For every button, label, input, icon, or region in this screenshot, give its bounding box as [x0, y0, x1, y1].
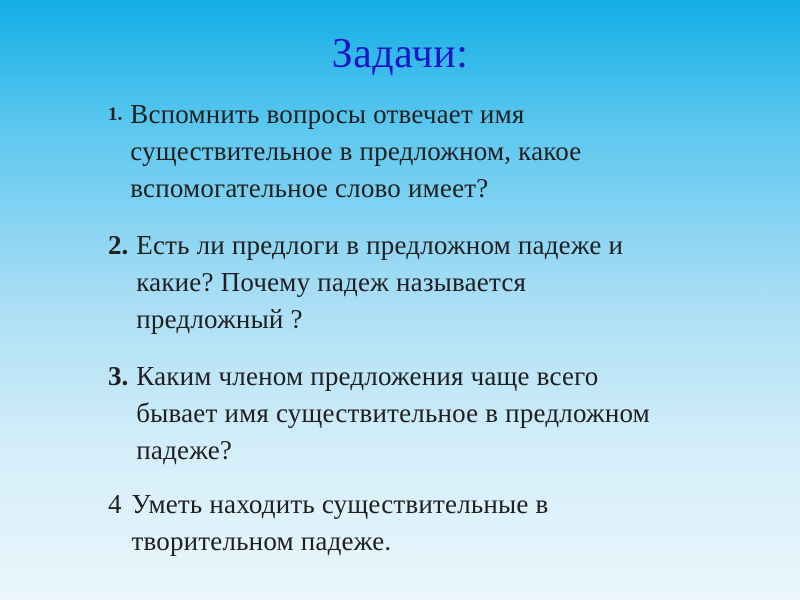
task-text	[130, 96, 748, 207]
task-line: Есть ли предлоги в предложном падеже и	[136, 230, 624, 260]
task-number: 4	[108, 489, 122, 519]
task-line: существительное в предложном, какое	[130, 136, 582, 166]
task-text	[132, 486, 749, 560]
task-line: падеже?	[136, 435, 233, 465]
task-number: 3.	[108, 361, 129, 391]
task-line: вспомогательное слово имеет?	[130, 173, 489, 203]
task-item-2	[108, 227, 748, 338]
task-item-3	[108, 358, 748, 469]
task-line: бывает имя существительное в предложном	[136, 398, 650, 428]
slide-title: Задачи:	[331, 31, 469, 77]
task-number: 2.	[108, 230, 129, 260]
task-line: Вспомнить вопросы отвечает имя	[130, 99, 525, 129]
task-line: какие? Почему падеж называется	[136, 267, 527, 297]
task-number: 1.	[108, 104, 123, 125]
task-line: Уметь находить существительные в	[131, 489, 549, 519]
task-text	[136, 227, 748, 338]
task-line: Каким членом предложения чаще всего	[136, 361, 599, 391]
task-text	[136, 358, 748, 469]
task-item-1	[108, 96, 748, 207]
task-item-4	[108, 486, 748, 560]
task-line: творительном падеже.	[131, 526, 392, 556]
task-line: предложный ?	[136, 304, 303, 334]
